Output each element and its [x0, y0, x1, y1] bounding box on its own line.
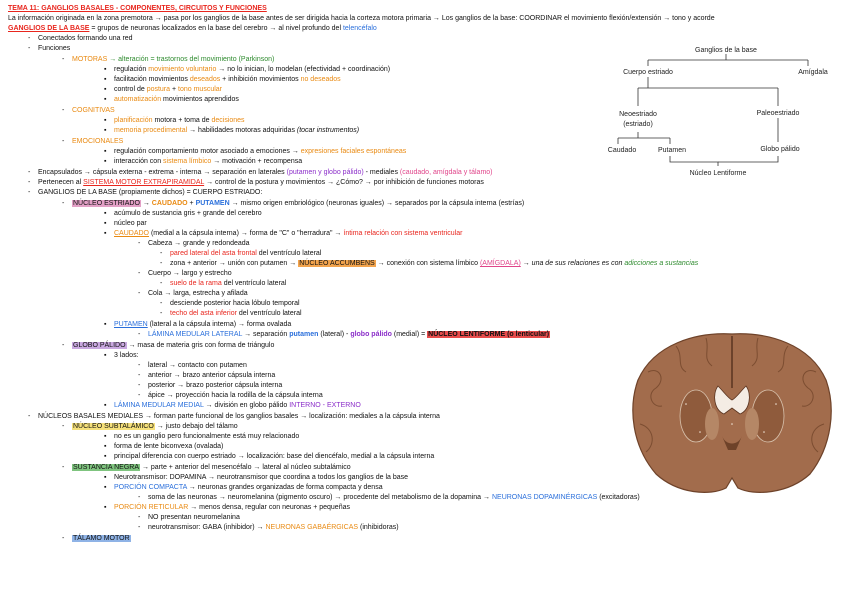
list-item: - NO presentan neuromelanina: [138, 514, 240, 521]
brain-coronal-section-image: [626, 328, 838, 498]
list-item: ▪ control de postura + tono muscular: [104, 86, 222, 93]
telencefalo-term: telencéfalo: [342, 25, 377, 32]
definition-line: [8, 24, 377, 33]
diagram-globo-palido: Globo pálido: [760, 146, 800, 153]
list-item: - desciende posterior hacia lóbulo temporal: [160, 300, 300, 307]
list-item: ▪ no es un ganglio pero funcionalmente está muy relacionado: [104, 433, 300, 440]
diagram-cuerpo-estriado: Cuerpo estriado: [623, 69, 673, 76]
basal-ganglia-tree-diagram: [608, 44, 840, 180]
list-item-sustancia-negra: - SUSTANCIA NEGRA → parte + anterior del mesencéfalo → lateral al núcleo subtalámico: [62, 464, 351, 471]
list-item: ▪ interacción con sistema límbico → motivación + recompensa: [104, 158, 303, 165]
list-item-talamo: - TÁLAMO MOTOR: [62, 535, 130, 542]
diagram-amigdala: Amígdala: [798, 69, 828, 76]
list-item-subtalamico: - NÚCLEO SUBTALÁMICO → justo debajo del tálamo: [62, 423, 238, 430]
list-item: ▪ automatización movimientos aprendidos: [104, 96, 239, 103]
list-item: ▪ facilitación movimientos deseados + inhibición movimientos no deseados: [104, 76, 341, 83]
list-item: ▪ Neurotransmisor: DOPAMINA → neurotransmisor que coordina a todos los ganglios de la base: [104, 474, 409, 481]
list-item-cognitivas: - COGNITIVAS: [62, 107, 115, 114]
list-item-nucleos-mediales: - NÚCLEOS BASALES MEDIALES → forman parte funcional de los ganglios basales → localización: mediales a la cápsula interna: [28, 413, 440, 420]
list-item: - lateral → contacto con putamen: [138, 362, 247, 369]
list-item: ▪ planificación motora + toma de decisiones: [104, 117, 245, 124]
list-item-motoras: - MOTORAS → alteración = trastornos del movimiento (Parkinson): [62, 56, 275, 63]
list-item: - Pertenecen al SISTEMA MOTOR EXTRAPIRAMIDAL → control de la postura y movimientos → ¿Cómo? → por inhibición de funciones motoras: [28, 179, 484, 186]
list-item: ▪ 3 lados:: [104, 352, 139, 359]
document-title: TEMA 11: GANGLIOS BASALES - COMPONENTES, CIRCUITOS Y FUNCIONES: [8, 5, 267, 12]
list-item: ▪ forma de lente biconvexa (ovalada): [104, 443, 224, 450]
diagram-nucleo-lentiforme: Núcleo Lentiforme: [689, 170, 747, 177]
diagram-root: Ganglios de la base: [695, 47, 757, 54]
diagram-putamen: Putamen: [657, 147, 687, 154]
list-item-putamen: ▪ PUTAMEN (lateral a la cápsula interna) → forma ovalada: [104, 321, 292, 328]
diagram-paleoestriado: Paleoestriado: [756, 110, 800, 117]
list-item: - Conectados formando una red: [28, 35, 133, 42]
list-item: ▪ núcleo par: [104, 220, 147, 227]
diagram-neoestriado: Neoestriado: [619, 111, 657, 118]
list-item-accumbens: - zona + anterior → unión con putamen → NÚCLEO ACCUMBENS → conexión con sistema límbico (AMÍGDALA) → una de sus relaciones es con adicciones a sustancias: [160, 260, 699, 267]
list-item-lamina-medial: ▪ LÁMINA MEDULAR MEDIAL → división en globo pálido INTERNO - EXTERNO: [104, 402, 361, 409]
list-item-caudado: ▪ CAUDADO (medial a la cápsula interna) → forma de "C" o "herradura" → íntima relación con sistema ventricular: [104, 230, 463, 237]
list-item: ▪ principal diferencia con cuerpo estriado → localización: base del diencéfalo, medial a la cápsula interna: [104, 453, 435, 460]
definition-term: GANGLIOS DE LA BASE: [8, 25, 90, 32]
list-item: ▪ memoria procedimental → habilidades motoras adquiridas (tocar instrumentos): [104, 127, 360, 134]
intro-line: La información originada en la zona premotora → pasa por los ganglios de la base antes de ser dirigida hacia la corteza motora primaria → Los ganglios de la base: COORDINAR el movimiento flexión/extensión → tono y acorde: [8, 15, 715, 22]
list-item: - ápice → proyección hacia la rodilla de la cápsula interna: [138, 392, 323, 399]
list-item-compacta: ▪ PORCIÓN COMPACTA → neuronas grandes organizadas de forma compacta y densa: [104, 484, 383, 491]
list-item: - soma de las neuronas → neuromelanina (pigmento oscuro) → procedente del metabolismo de la dopamina → NEURONAS DOPAMINÉRGICAS (excitadoras): [138, 494, 640, 501]
list-item: - posterior → brazo posterior cápsula interna: [138, 382, 283, 389]
list-item-lamina-lateral: - LÁMINA MEDULAR LATERAL → separación putamen (lateral) - globo pálido (medial) = NÚCLEO LENTIFORME (o lenticular): [138, 331, 550, 338]
diagram-estriado: (estriado): [623, 121, 653, 128]
list-item: - Cola → larga, estrecha y afilada: [138, 290, 248, 297]
list-item-emocionales: - EMOCIONALES: [62, 138, 124, 145]
list-item: - suelo de la rama del ventrículo lateral: [160, 280, 287, 287]
list-item-nucleo-estriado: - NÚCLEO ESTRIADO → CAUDADO + PUTAMEN → mismo origen embriológico (neuronas iguales) → separados por la cápsula interna (estrías): [62, 200, 525, 207]
list-item: ▪ regulación comportamiento motor asociado a emociones → expresiones faciales espontáneas: [104, 148, 407, 155]
diagram-caudado: Caudado: [608, 147, 637, 154]
list-item: - Cabeza → grande y redondeada: [138, 240, 250, 247]
list-item: ▪ regulación movimiento voluntario → no lo inician, lo modelan (efectividad + coordinación): [104, 66, 391, 73]
list-item: ▪ acúmulo de sustancia gris + grande del cerebro: [104, 210, 262, 217]
list-item: - Cuerpo → largo y estrecho: [138, 270, 232, 277]
list-item-globo-palido: - GLOBO PÁLIDO → masa de materia gris con forma de triángulo: [62, 342, 275, 349]
list-item: - Encapsulados → cápsula externa - extrema - interna → separación en laterales (putamen y globo pálido) - mediales (caudado, amígdala y tálamo): [28, 169, 493, 176]
list-item: - techo del asta inferior del ventrículo lateral: [160, 310, 302, 317]
list-item: - anterior → brazo anterior cápsula interna: [138, 372, 276, 379]
list-item: - Funciones: [28, 45, 71, 52]
list-item: - pared lateral del asta frontal del ventrículo lateral: [160, 250, 322, 257]
list-item: - GANGLIOS DE LA BASE (propiamente dichos) = CUERPO ESTRIADO:: [28, 189, 263, 196]
list-item: - neurotransmisor: GABA (inhibidor) → NEURONAS GABAÉRGICAS (inhibidoras): [138, 524, 399, 531]
list-item-reticular: ▪ PORCIÓN RETICULAR → menos densa, regular con neuronas + pequeñas: [104, 504, 350, 511]
definition-text: = grupos de neuronas localizados en la base del cerebro → al nivel profundo del: [89, 25, 343, 32]
